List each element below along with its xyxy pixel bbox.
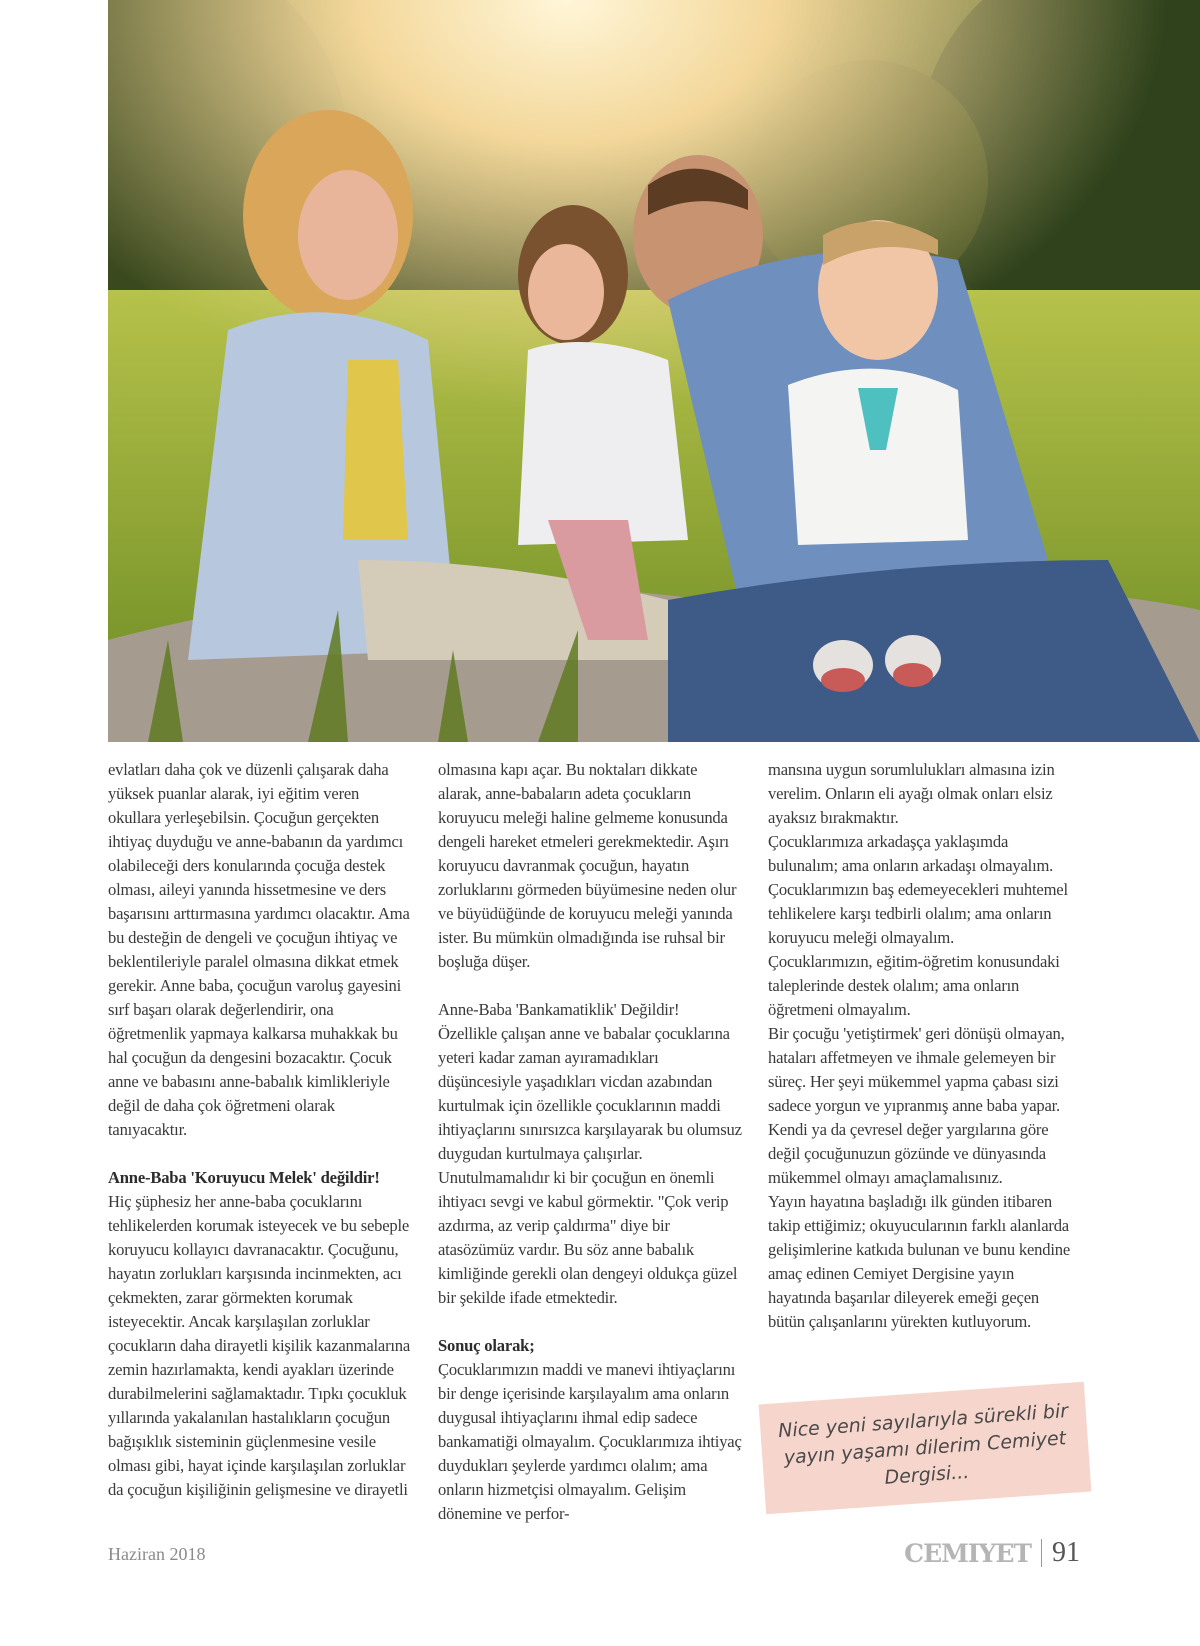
divider (1041, 1539, 1042, 1567)
paragraph: evlatları daha çok ve düzenli çalışarak daha yüksek puanlar alarak, iyi eğitim veren okullara yerleşebilsin. Çocuğun gerçekten ihtiyaç duyduğu ve anne-babanın da yardımcı olabileceği ders konularında çocuğa destek olması, aileyi yanında hissetmesine ve ders başarısını arttırmasına yardımcı olacaktır. Ama bu desteğin de dengeli ve çocuğun ihtiyaç ve beklentileriyle paralel olmasına dikkat etmek gerekir. Anne baba, çocuğun varoluş gayesini sırf başarı olarak değerlendirir, ona öğretmenlik yapmaya kalkarsa muhakkak bu hal çocuğun da dengesini bozacaktır. Çocuk anne ve babasını anne-babalık kimlikleriyle değil de daha çok öğretmeni olarak tanıyacaktır. (108, 760, 410, 1139)
paragraph: olmasına kapı açar. Bu noktaları dikkate alarak, anne-babaların adeta çocukların koruyucu meleği haline gelmeme konusunda dengeli hareket etmeleri gerekmektedir. Aşırı koruyucu davranmak çocuğun, hayatın zorluklarını görmeden büyümesine neden olur ve büyüdüğünde de koruyucu meleği yanında ister. Bu mümkün olmadığında ise ruhsal bir boşluğa düşer. (438, 760, 737, 971)
page-number: 91 (1052, 1537, 1080, 1568)
section-heading: Anne-Baba 'Koruyucu Melek' değildir! (108, 1168, 380, 1187)
paragraph: Çocuklarımızın baş edemeyecekleri muhtemel tehlikelere karşı tedbirli olalım; ama onların koruyucu meleği olmayalım. (768, 880, 1068, 947)
pull-quote (759, 1382, 1092, 1514)
section-heading: Sonuç olarak; (438, 1336, 535, 1355)
section-heading: Anne-Baba 'Bankamatiklik' Değildir! (438, 1000, 680, 1019)
article-column-3 (768, 758, 1074, 1334)
article-column-2 (438, 758, 744, 1526)
article-column-1 (108, 758, 414, 1502)
magazine-logo: CEMIYET (904, 1538, 1031, 1568)
family-photo-icon (108, 0, 1200, 742)
paragraph: Bir çocuğu 'yetiştirmek' geri dönüşü olmayan, hataları affetmeyen ve ihmale gelemeyen bir süreç. Her şeyi mükemmel yapma çabası sizi sadece yorgun ve yıpranmış anne baba yapar. Kendi ya da çevresel değer yargılarına göre değil çocuğunuzun gözünde ve dünyasında mükemmel olmayı amaçlamalısınız. (768, 1024, 1065, 1187)
paragraph: mansına uygun sorumlulukları almasına izin verelim. Onların eli ayağı olmak onları elsiz ayaksız bırakmaktır. (768, 760, 1055, 827)
paragraph: Hiç şüphesiz her anne-baba çocuklarını tehlikelerden korumak isteyecek ve bu sebeple koruyucu kollayıcı davranacaktır. Çocuğunu, hayatın zorlukları karşısında incinmekten, acı çekmekten, zarar görmekten korumak isteyecektir. Ancak karşılaşılan zorluklar çocukların daha dirayetli kişilik kazanmalarına zemin hazırlamakta, kendi ayakları üzerinde durabilmelerini sağlamaktadır. Tıpkı çocukluk yıllarında yakalanılan hastalıkların çocuğun bağışıklık sisteminin güçlenmesine vesile olması gibi, hayat içinde karşılaşılan zorluklar da çocuğun kişiliğinin gelişmesine ve dirayetli (108, 1192, 411, 1499)
family-photo (108, 0, 1200, 742)
paragraph: Özellikle çalışan anne ve babalar çocuklarına yeteri kadar zaman ayıramadıkları düşüncesiyle yaşadıkları vicdan azabından kurtulmak için özellikle çocuklarının maddi ihtiyaçlarını sınırsızca karşılayarak bu olumsuz duygudan kurtulmaya çalışırlar. Unutulmamalıdır ki bir çocuğun en önemli ihtiyacı sevgi ve kabul görmektir. "Çok verip azdırma, az verip çaldırma" diye bir atasözümüz vardır. Bu söz anne babalık kimliğinde gerekli olan dengeyi oldukça güzel bir şekilde ifade etmektedir. (438, 1024, 742, 1307)
page-footer (904, 1537, 1080, 1569)
paragraph: Çocuklarımıza arkadaşça yaklaşımda bulunalım; ama onların arkadaşı olmayalım. (768, 832, 1054, 875)
paragraph: Yayın hayatına başladığı ilk günden itibaren takip ettiğimiz; okuyucularının farklı alanlarda gelişimlerine katkıda bulunan ve bunu kendine amaç edinen Cemiyet Dergisine yayın hayatında başarılar dileyerek emeği geçen bütün çalışanlarını yürekten kutluyorum. (768, 1192, 1071, 1331)
paragraph: Çocuklarımızın maddi ve manevi ihtiyaçlarını bir denge içerisinde karşılayalım ama onların duygusal ihtiyaçlarını ihmal edip sadece bankamatiği olmayalım. Çocuklarımıza ihtiyaç duydukları şeylerde yardımcı olalım; ama onların hizmetçisi olmayalım. Gelişim dönemine ve perfor- (438, 1360, 742, 1523)
issue-date: Haziran 2018 (108, 1544, 206, 1564)
paragraph: Çocuklarımızın, eğitim-öğretim konusundaki taleplerinde destek olalım; ama onların öğretmeni olmayalım. (768, 952, 1060, 1019)
pull-quote-text: Nice yeni sayılarıyla sürekli bir yayın yaşamı dilerim Cemiyet Dergisi... (777, 1399, 1069, 1489)
